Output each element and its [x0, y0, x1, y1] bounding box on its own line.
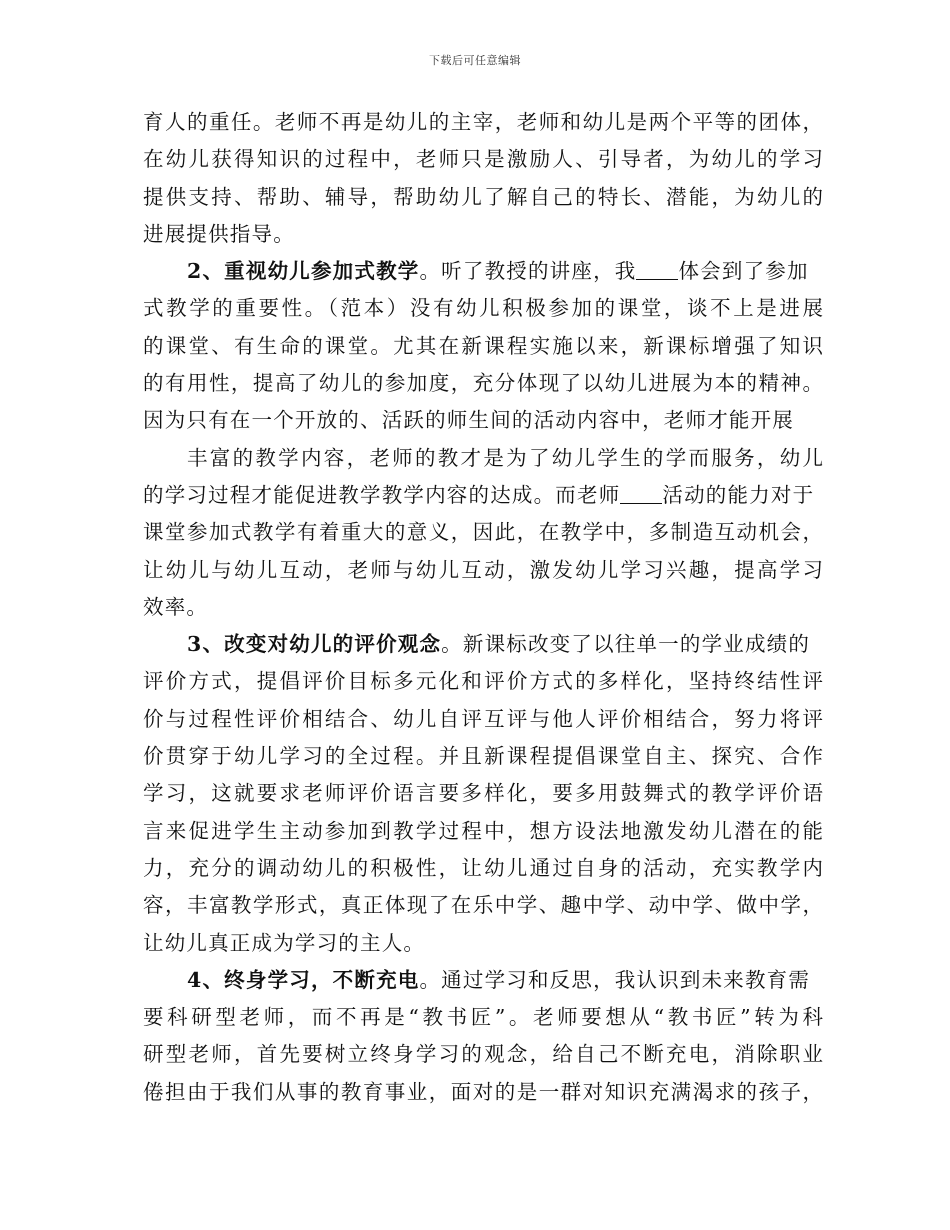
- section-4-first-line: [143, 962, 823, 999]
- text-line: 要科研型老师，而不再是“教书匠”。老师要想从“教书匠”转为科: [143, 1005, 823, 1030]
- text-line: 力，充分的调动幼儿的积极性，让幼儿通过自身的活动，充实教学内: [143, 855, 823, 880]
- section-3-first-line: [143, 626, 823, 663]
- text-line: 在幼儿获得知识的过程中，老师只是激励人、引导者，为幼儿的学习: [143, 147, 823, 172]
- text-line: 课堂参加式教学有着重大的意义，因此，在教学中，多制造互动机会，: [143, 520, 823, 545]
- text-run: 。通过学习和反思，我认识到未来教育需: [419, 967, 811, 992]
- text-line: 倦担由于我们从事的教育事业，面对的是一群对知识充满渴求的孩子，: [143, 1079, 823, 1104]
- text-line: 言来促进学生主动参加到教学过程中，想方设法地激发幼儿潜在的能: [143, 818, 823, 843]
- text-line: 进展提供指导。: [143, 221, 295, 246]
- text-run: 体会到了参加: [678, 259, 809, 284]
- text-run: 。听了教授的讲座，我: [419, 259, 637, 284]
- text-run: 活动的能力对于: [662, 482, 815, 507]
- text-line: 效率。: [143, 594, 209, 619]
- text-line: 让幼儿真正成为学习的主人。: [143, 930, 426, 955]
- text-run: 。新课标改变了以往单一的学业成绩的: [441, 632, 811, 657]
- text-line: 价贯穿于幼儿学习的全过程。并且新课程提倡课堂自主、探究、合作: [143, 744, 823, 769]
- text-line: 提供支持、帮助、辅导，帮助幼儿了解自己的特长、潜能，为幼儿的: [143, 184, 823, 209]
- section-heading-3: 3、改变对幼儿的评价观念: [187, 632, 442, 657]
- page-header: 下载后可任意编辑: [429, 54, 521, 67]
- document-body: [143, 104, 823, 1111]
- text-line: 育人的重任。老师不再是幼儿的主宰，老师和幼儿是两个平等的团体，: [143, 110, 823, 134]
- text-line: 因为只有在一个开放的、活跃的师生间的活动内容中，老师才能开展: [143, 408, 794, 433]
- section-2-first-line: [143, 253, 823, 290]
- section-heading-2: 2、重视幼儿参加式教学: [187, 259, 420, 284]
- text-line: 价与过程性评价相结合、幼儿自评互评与他人评价相结合，努力将评: [143, 706, 823, 731]
- text-line: 容，丰富教学形式，真正体现了在乐中学、趣中学、动中学、做中学，: [143, 893, 823, 918]
- text-line: 式教学的重要性。（范本）没有幼儿积极参加的课堂，谈不上是进展: [143, 296, 823, 321]
- section-heading-4: 4、终身学习，不断充电: [187, 967, 420, 992]
- text-run: 的学习过程才能促进教学教学内容的达成。而老师: [143, 482, 621, 507]
- fill-in-blank: [620, 485, 662, 504]
- text-line: 丰富的教学内容，老师的教才是为了幼儿学生的学而服务，幼儿: [187, 445, 823, 470]
- text-line: 让幼儿与幼儿互动，老师与幼儿互动，激发幼儿学习兴趣，提高学习: [143, 557, 823, 582]
- fill-in-blank: [636, 261, 678, 280]
- text-line: 研型老师，首先要树立终身学习的观念，给自己不断充电，消除职业: [143, 1042, 823, 1067]
- text-line: 学习，这就要求老师评价语言要多样化，要多用鼓舞式的教学评价语: [143, 781, 823, 806]
- text-line: 的有用性，提高了幼儿的参加度，充分体现了以幼儿进展为本的精神。: [143, 371, 823, 396]
- text-line: 评价方式，提倡评价目标多元化和评价方式的多样化，坚持终结性评: [143, 669, 823, 694]
- text-line: [143, 477, 823, 514]
- text-line: 的课堂、有生命的课堂。尤其在新课程实施以来，新课标增强了知识: [143, 333, 823, 358]
